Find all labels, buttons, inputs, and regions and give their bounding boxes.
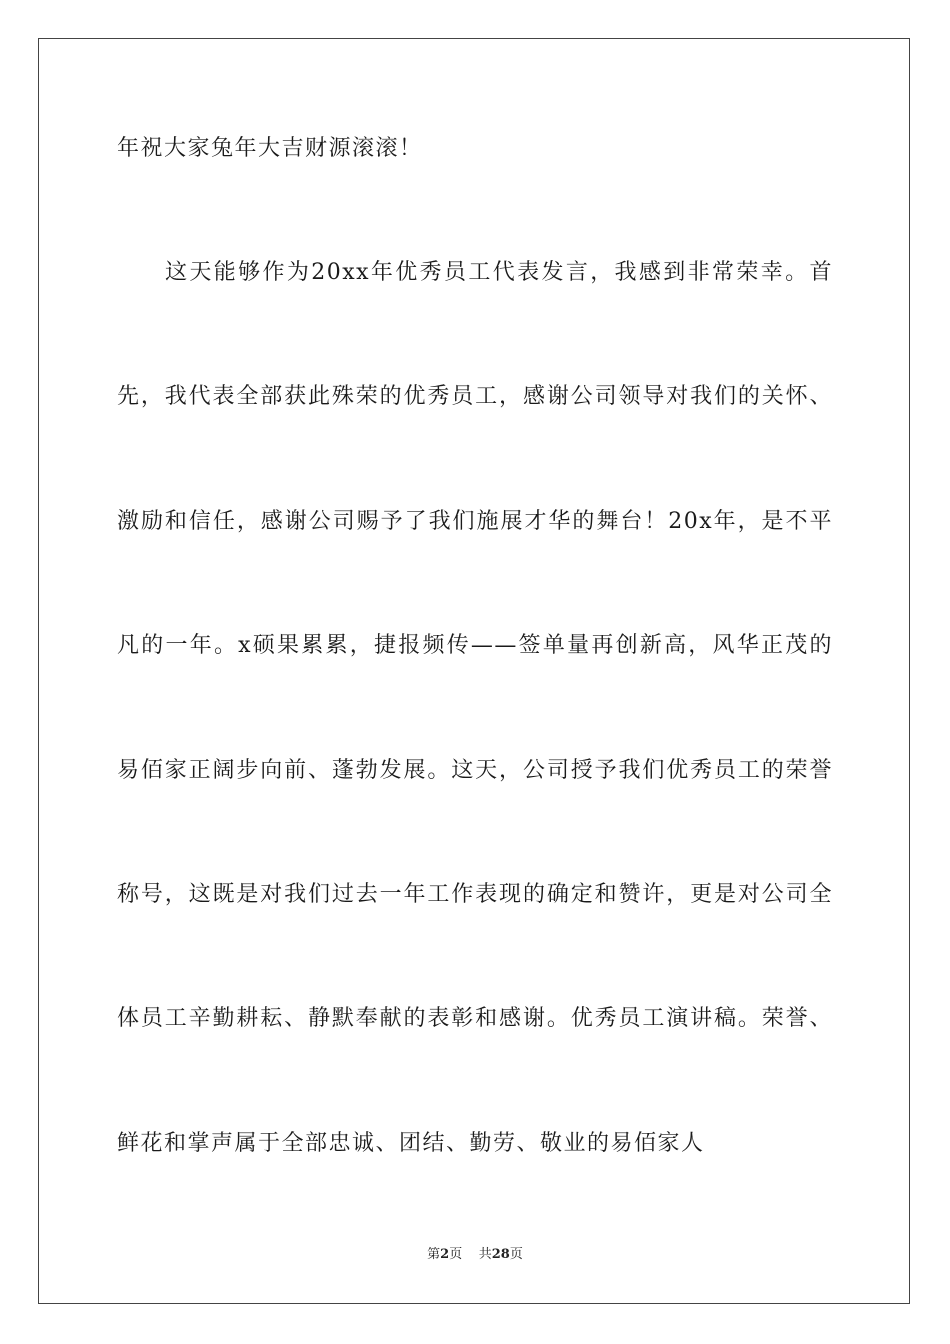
text-line-5: 凡的一年。x硕果累累，捷报频传——签单量再创新高，风华正茂的 (117, 633, 833, 658)
page-footer (0, 1246, 950, 1264)
total-pages: 28 (491, 1247, 510, 1262)
text-line-9: 鲜花和掌声属于全部忠诚、团结、勤劳、敬业的易佰家人 (117, 1131, 705, 1156)
total-label-suffix: 页 (509, 1247, 523, 1262)
total-label-prefix: 共 (478, 1247, 492, 1262)
text-line-7: 称号，这既是对我们过去一年工作表现的确定和赞许，更是对公司全 (117, 882, 833, 907)
page-number: 2 (440, 1247, 450, 1262)
text-line-4: 激励和信任，感谢公司赐予了我们施展才华的舞台！20x年，是不平 (117, 509, 833, 534)
text-line-8: 体员工辛勤耕耘、静默奉献的表彰和感谢。优秀员工演讲稿。荣誉、 (117, 1006, 833, 1031)
text-line-3: 先，我代表全部获此殊荣的优秀员工，感谢公司领导对我们的关怀、 (117, 384, 833, 409)
text-line-2: 这天能够作为20xx年优秀员工代表发言，我感到非常荣幸。首 (165, 260, 833, 285)
text-line-1: 年祝大家兔年大吉财源滚滚！ (117, 136, 423, 161)
page-label-prefix: 第 (427, 1247, 441, 1262)
page-label-suffix: 页 (449, 1247, 463, 1262)
page-border (38, 38, 910, 1304)
text-line-6: 易佰家正阔步向前、蓬勃发展。这天，公司授予我们优秀员工的荣誉 (117, 758, 833, 783)
